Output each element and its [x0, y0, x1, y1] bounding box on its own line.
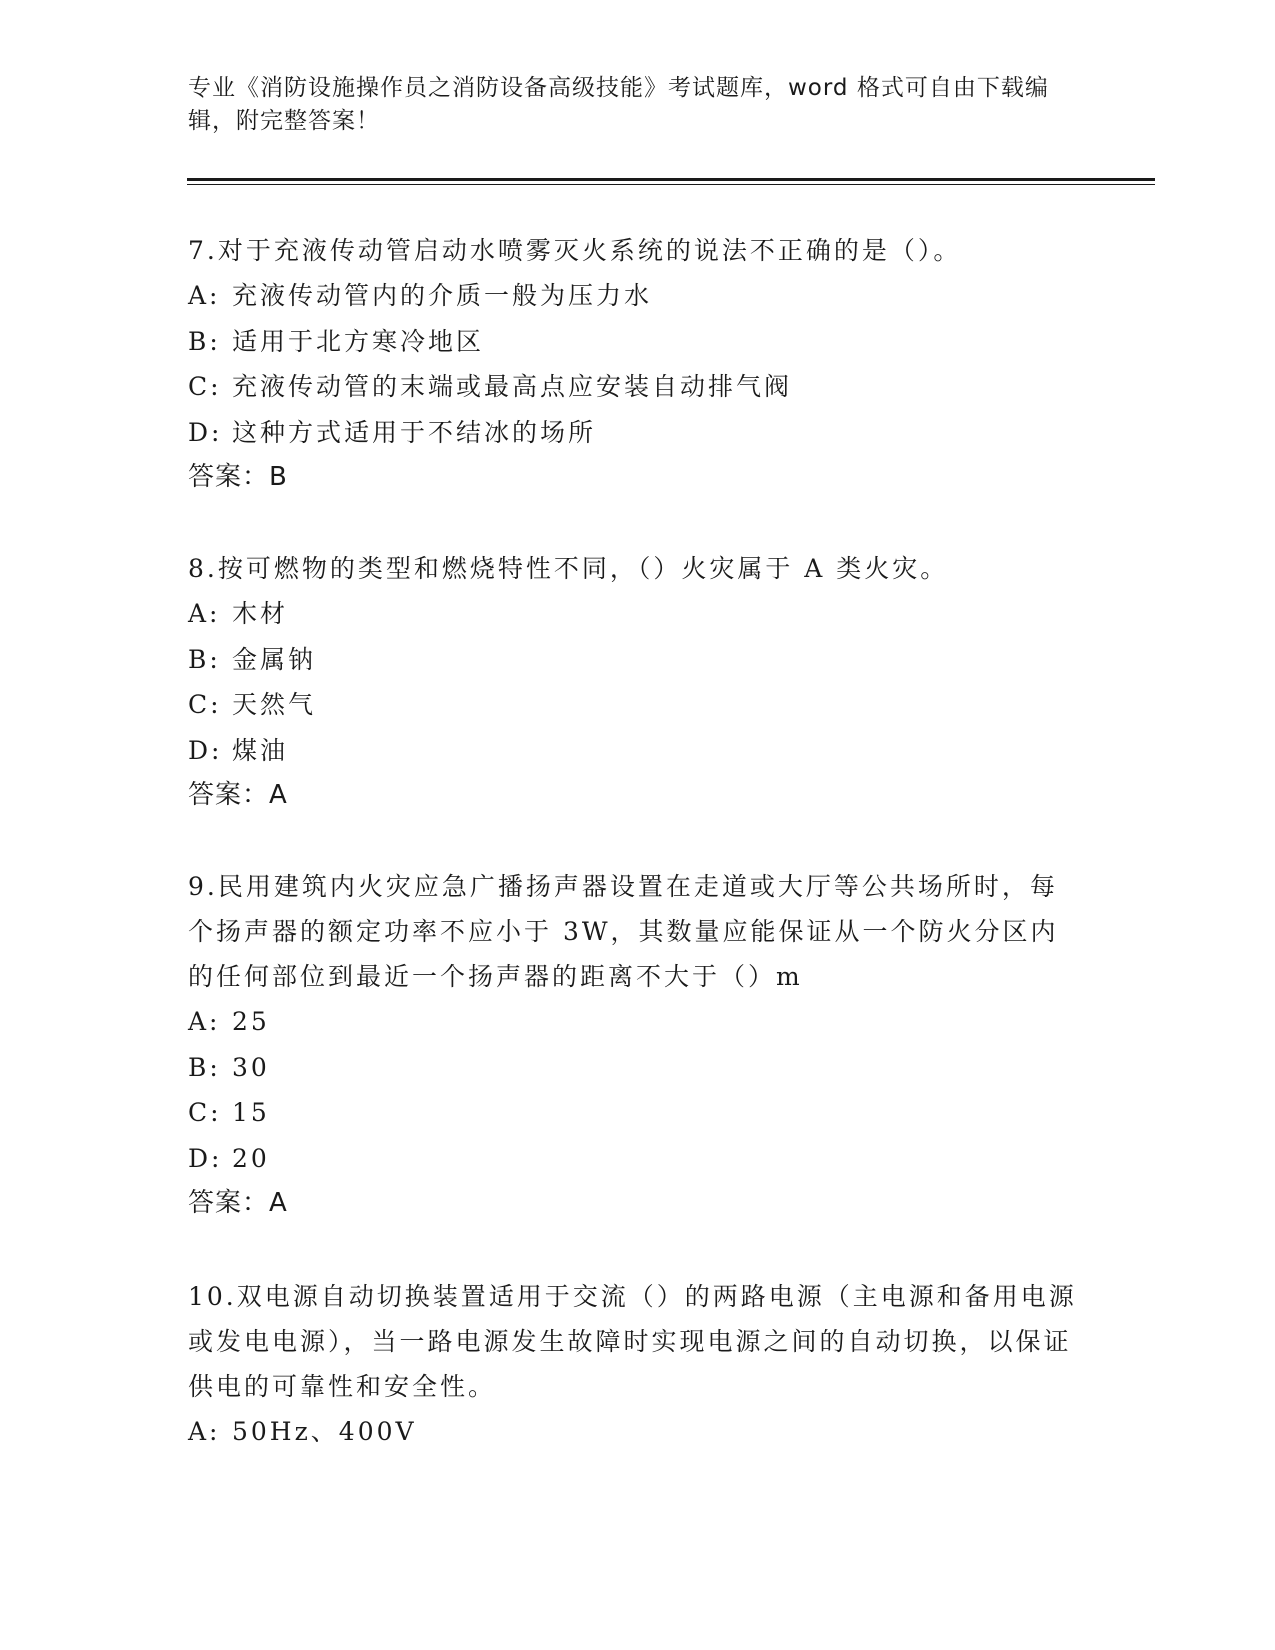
answer-line: 答案：B [188, 462, 288, 492]
question-8 [188, 546, 1078, 818]
header-divider-thin [187, 184, 1155, 185]
option-key: B: [188, 1052, 221, 1082]
question-text: 9.民用建筑内火灾应急广播扬声器设置在走道或大厅等公共场所时，每个扬声器的额定功率不应小于 3W，其数量应能保证从一个防火分区内的任何部位到最近一个扬声器的距离不大于（）m [188, 872, 1059, 991]
option-text: 充液传动管内的介质一般为压力水 [232, 281, 653, 310]
option-key: A: [188, 1417, 221, 1446]
option-b [188, 637, 1078, 683]
option-a [188, 273, 1078, 319]
option-b [188, 1045, 1078, 1091]
option-b [188, 319, 1078, 365]
option-text: 木材 [232, 599, 289, 628]
option-text: 适用于北方寒冷地区 [232, 326, 485, 356]
option-d [188, 410, 1078, 456]
option-text: 20 [232, 1143, 270, 1173]
option-text: 50Hz、400V [232, 1417, 417, 1446]
option-key: C: [188, 690, 222, 719]
answer-line: 答案：A [188, 780, 288, 810]
question-7 [188, 228, 1078, 500]
option-text: 天然气 [232, 690, 317, 719]
option-text: 这种方式适用于不结冰的场所 [232, 417, 597, 447]
question-9 [188, 864, 1078, 1226]
option-a [188, 999, 1078, 1045]
option-key: D: [188, 417, 223, 447]
option-c [188, 682, 1078, 728]
option-c [188, 364, 1078, 410]
answer-line: 答案：A [188, 1188, 288, 1218]
option-key: C: [188, 1098, 222, 1127]
option-text: 金属钠 [232, 644, 317, 674]
option-text: 15 [232, 1098, 270, 1127]
document-header: 专业《消防设施操作员之消防设备高级技能》考试题库，word 格式可自由下载编辑，附完整答案！ [188, 75, 1049, 134]
option-key: A: [188, 1007, 221, 1036]
question-10 [188, 1274, 1078, 1455]
option-a [188, 591, 1078, 637]
option-text: 煤油 [232, 735, 289, 765]
option-text: 充液传动管的末端或最高点应安装自动排气阀 [232, 372, 793, 401]
option-key: D: [188, 735, 223, 765]
option-key: D: [188, 1143, 223, 1173]
option-d [188, 728, 1078, 774]
option-key: C: [188, 372, 222, 401]
option-c [188, 1090, 1078, 1136]
option-key: B: [188, 326, 221, 356]
question-text: 10.双电源自动切换装置适用于交流（）的两路电源（主电源和备用电源或发电电源），当一路电源发生故障时实现电源之间的自动切换，以保证供电的可靠性和安全性。 [188, 1282, 1077, 1401]
option-key: A: [188, 599, 221, 628]
header-divider-thick [187, 178, 1155, 181]
option-a [188, 1409, 1078, 1455]
question-text: 7.对于充液传动管启动水喷雾灭火系统的说法不正确的是（）。 [188, 236, 962, 265]
option-text: 25 [232, 1007, 270, 1036]
option-key: A: [188, 281, 221, 310]
option-d [188, 1136, 1078, 1182]
option-text: 30 [232, 1052, 270, 1082]
option-key: B: [188, 644, 221, 674]
question-text: 8.按可燃物的类型和燃烧特性不同，（）火灾属于 A 类火灾。 [188, 554, 949, 583]
